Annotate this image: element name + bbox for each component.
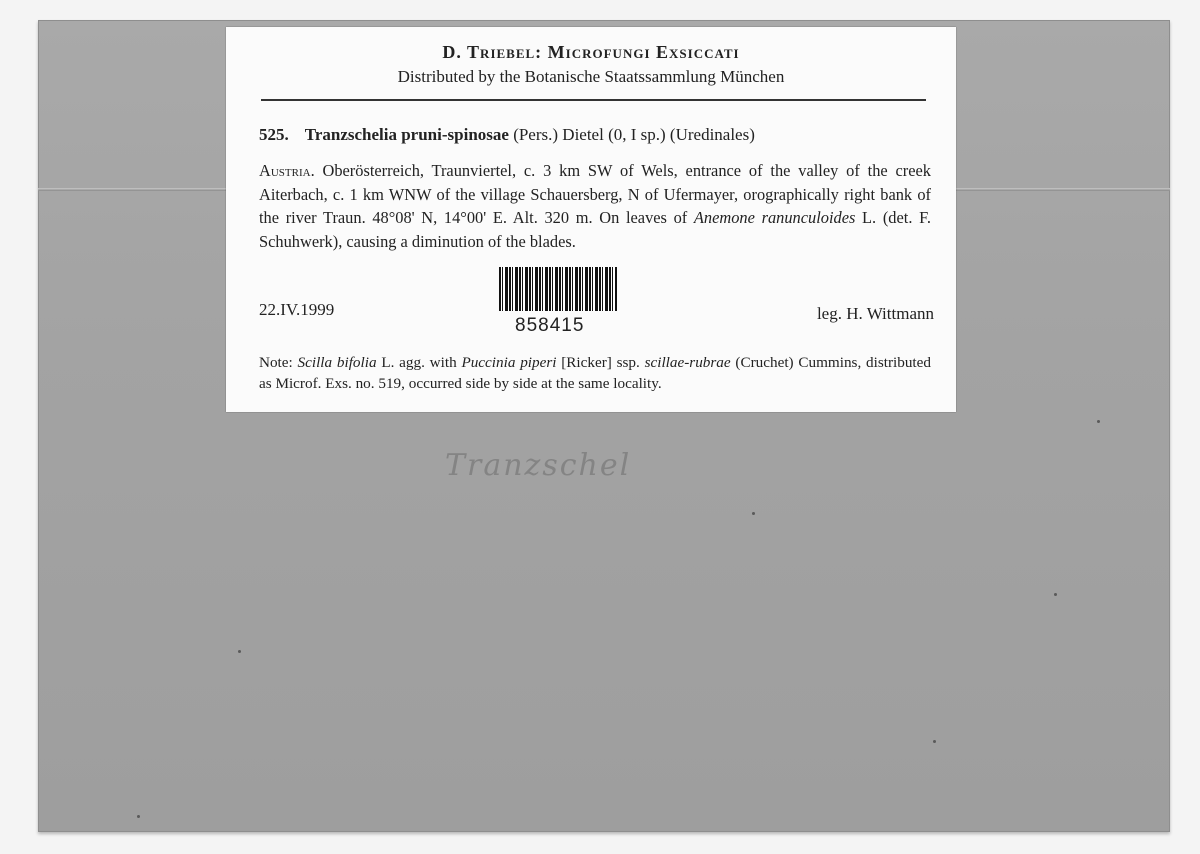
barcode-number: 858415: [515, 315, 585, 336]
locality-description: [259, 159, 931, 253]
locality-country: Austria: [259, 161, 311, 180]
note-prefix: Note:: [259, 354, 298, 371]
collector-name: leg. H. Wittmann: [816, 304, 934, 323]
paper-speck: [1054, 593, 1057, 596]
note-species-1: Scilla bifolia: [297, 354, 377, 371]
species-authority: (Pers.) Dietel (0, I sp.) (Uredinales): [513, 125, 755, 144]
label-header-title: D. Triebel: Microfungi Exsiccati: [442, 42, 740, 62]
note-text-3: (Cruchet) Cummins, distributed as Microf. Exs. no. 519, occurred side by side at the same locality.: [259, 354, 931, 392]
label-note: [259, 352, 931, 394]
barcode-image: [499, 267, 617, 311]
collection-date: 22.IV.1999: [259, 300, 335, 319]
paper-speck: [238, 650, 241, 653]
note-species-2: Puccinia piperi: [461, 354, 557, 371]
label-header-subtitle: Distributed by the Botanische Staatssammlung München: [397, 67, 785, 86]
note-text-2: [Ricker] ssp.: [556, 354, 645, 371]
specimen-title: [259, 125, 939, 145]
locality-text: . Oberösterreich, Traunviertel, c. 3 km SW of Wels, entrance of the valley of the creek Aiterbach, c. 1 km WNW of the village Schauersberg, N of Ufermayer, orographically right bank of the river Traun. 48°08' N, 14°00' E. Alt. 320 m. On leaves of: [259, 161, 931, 227]
note-text-1: L. agg. with: [376, 354, 462, 371]
paper-speck: [1097, 420, 1100, 423]
paper-speck: [752, 512, 755, 515]
paper-speck: [137, 815, 140, 818]
host-species: Anemone ranunculoides: [693, 208, 856, 227]
header-divider: [261, 99, 926, 101]
paper-speck: [933, 740, 936, 743]
exsiccata-number: 525.: [259, 125, 289, 144]
pencil-annotation: Tranzschel: [445, 448, 632, 483]
specimen-label: [226, 27, 956, 412]
note-species-3: scillae-rubrae: [644, 354, 731, 371]
locality-text-end: L. (det. F. Schuhwerk), causing a diminution of the blades.: [259, 208, 931, 251]
species-name: Tranzschelia pruni-spinosae: [304, 125, 509, 144]
